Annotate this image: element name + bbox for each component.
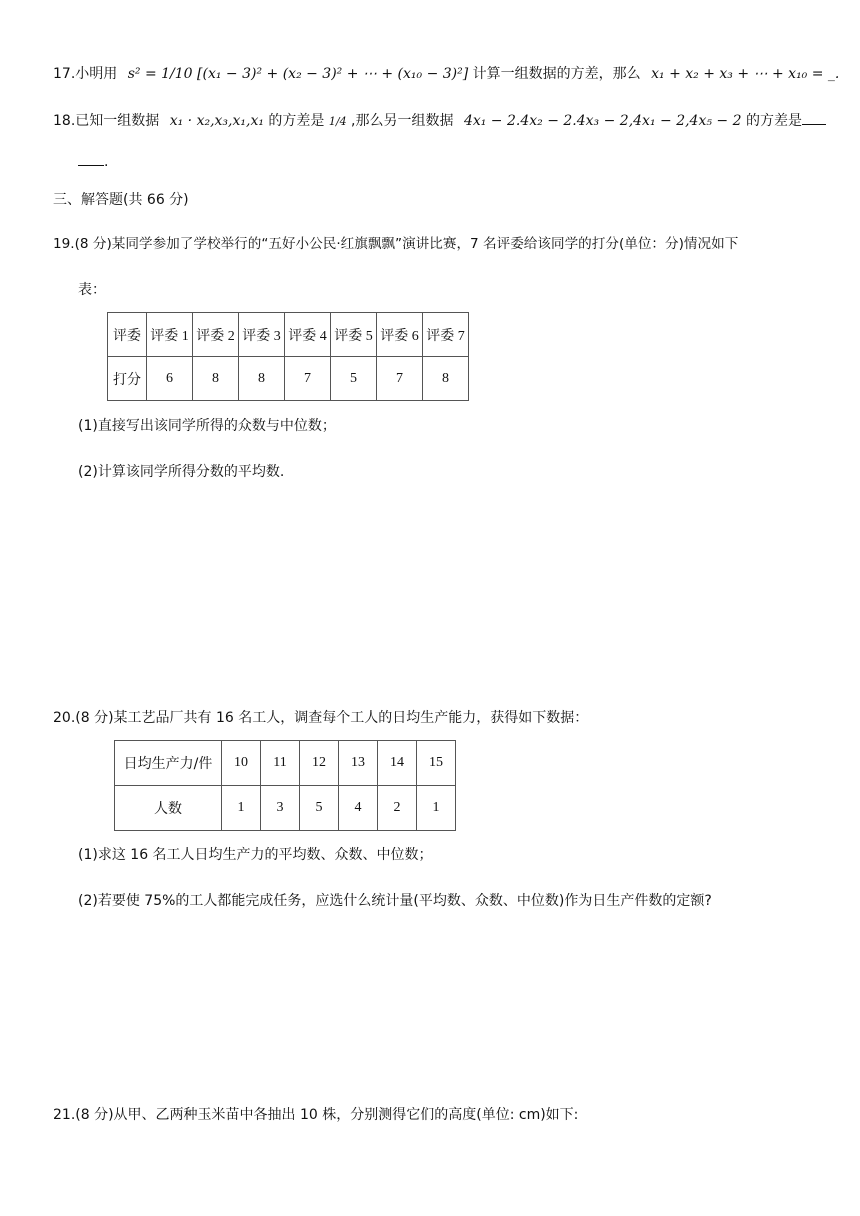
table-header-cell: 评委 3 [239,313,285,357]
q17-middle-text: 计算一组数据的方差，那么 [472,66,641,82]
table-header-cell: 评委 2 [193,313,239,357]
q18-new-data-expression: 4x₁ − 2.4x₂ − 2.4x₃ − 2,4x₁ − 2,4x₅ − 2 [463,113,742,129]
q19-stem-line-1: 19.(8 分)某同学参加了学校举行的“五好小公民·红旗飘飘”演讲比赛，7 名评委给该同学的打分(单位：分)情况如下 [53,236,739,252]
table-cell: 8 [423,357,469,401]
table-cell: 7 [285,357,331,401]
q20-part-2: (2)若要使 75%的工人都能完成任务，应选什么统计量(平均数、众数、中位数)作为日生产件数的定额? [78,893,712,909]
q18-end-period: . [104,154,109,170]
q19-stem-line-2: 表： [78,282,106,298]
q20-stem: 20.(8 分)某工艺品厂共有 16 名工人，调查每个工人的日均生产能力，获得如下数据： [53,710,589,726]
q17-prefix: 17.小明用 [53,66,118,82]
q18-answer-blank-1 [802,124,826,125]
table-cell: 5 [331,357,377,401]
q19-score-table [107,312,469,401]
table-row [115,741,456,786]
table-header-cell: 11 [261,741,300,786]
q20-production-table [114,740,456,831]
table-row [115,786,456,831]
q18-variance-value: 1/4 [328,115,347,128]
table-header-cell: 评委 1 [147,313,193,357]
table-header-cell: 12 [300,741,339,786]
table-header-cell: 评委 6 [377,313,423,357]
table-header-cell: 15 [417,741,456,786]
q20-part-1: (1)求这 16 名工人日均生产力的平均数、众数、中位数； [78,847,433,863]
table-cell: 3 [261,786,300,831]
table-header-cell: 评委 7 [423,313,469,357]
table-cell: 1 [222,786,261,831]
table-header-cell: 10 [222,741,261,786]
question-18 [53,111,826,132]
table-cell: 6 [147,357,193,401]
table-cell: 8 [193,357,239,401]
q19-part-2: (2)计算该同学所得分数的平均数. [78,464,285,480]
table-row [108,313,469,357]
table-row [108,357,469,401]
table-cell: 打分 [108,357,147,401]
q21-stem: 21.(8 分)从甲、乙两种玉米苗中各抽出 10 株，分别测得它们的高度(单位: cm)如下: [53,1107,579,1123]
table-cell: 人数 [115,786,222,831]
section-3-title: 三、解答题(共 66 分) [53,192,189,208]
q18-data-set: x₁ · x₂,x₃,x₁,x₁ [169,113,264,129]
table-cell: 5 [300,786,339,831]
table-cell: 2 [378,786,417,831]
q19-part-1: (1)直接写出该同学所得的众数与中位数； [78,418,336,434]
table-cell: 1 [417,786,456,831]
table-header-cell: 评委 [108,313,147,357]
table-header-cell: 日均生产力/件 [115,741,222,786]
question-17 [53,64,839,84]
q18-suffix: 的方差是 [745,113,802,129]
table-header-cell: 评委 5 [331,313,377,357]
q17-variance-formula: s² = 1/10 [(x₁ − 3)² + (x₂ − 3)² + ⋯ + (x₁₀ − 3)²] [127,66,469,82]
q18-continuation [78,152,108,172]
q17-sum-expression: x₁ + x₂ + x₃ + ⋯ + x₁₀ = _. [651,66,840,82]
q18-middle-text-2: ,那么另一组数据 [351,113,454,129]
q18-answer-blank-2 [78,165,104,166]
table-cell: 7 [377,357,423,401]
q18-prefix: 18.已知一组数据 [53,113,160,129]
table-cell: 8 [239,357,285,401]
table-header-cell: 13 [339,741,378,786]
table-cell: 4 [339,786,378,831]
table-header-cell: 14 [378,741,417,786]
table-header-cell: 评委 4 [285,313,331,357]
q18-middle-text: 的方差是 [268,113,325,129]
